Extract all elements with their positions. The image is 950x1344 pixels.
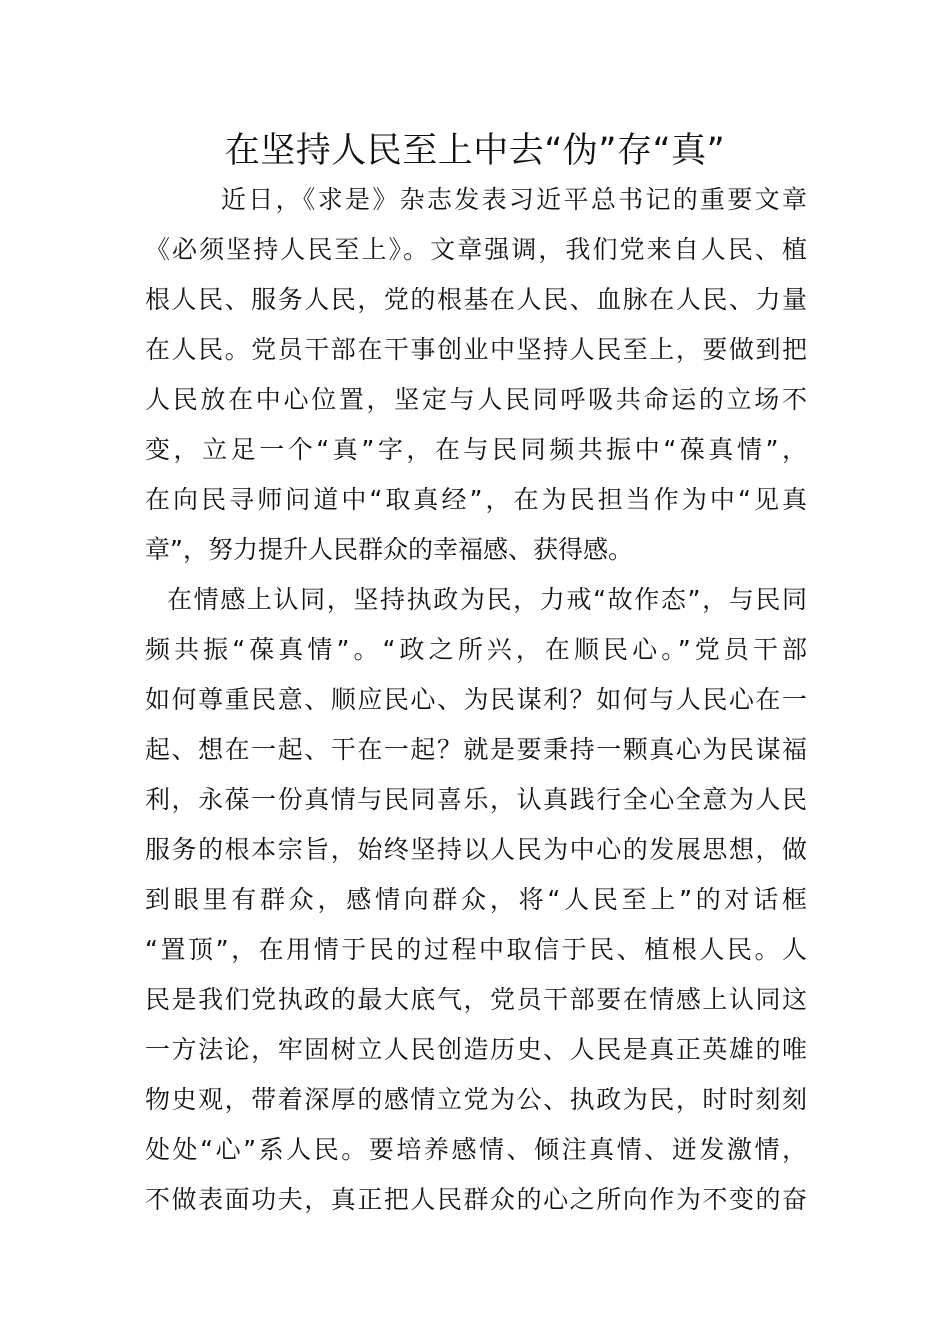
body-line: 人民放在中心位置，坚定与人民同呼吸共命运的立场不	[145, 385, 807, 414]
body-line: 处处“心”系人民。要培养感情、倾注真情、迸发激情，	[145, 1135, 807, 1164]
body-line: 《必须坚持人民至上》。文章强调，我们党来自人民、植	[145, 235, 807, 264]
body-line: 近日，《求是》杂志发表习近平总书记的重要文章	[221, 185, 807, 214]
body-line: 变，立足一个“真”字，在与民同频共振中“葆真情”，	[145, 435, 807, 464]
document-title: 在坚持人民至上中去“伪”存“真”	[224, 131, 726, 171]
body-line: 服务的根本宗旨，始终坚持以人民为中心的发展思想，做	[145, 835, 807, 864]
body-line: 根人民、服务人民，党的根基在人民、血脉在人民、力量	[145, 285, 807, 314]
body-line: 在向民寻师问道中“取真经”，在为民担当作为中“见真	[145, 485, 807, 514]
body-line: “置顶”，在用情于民的过程中取信于民、植根人民。人	[145, 935, 807, 964]
article-body	[145, 175, 807, 1225]
body-line: 频共振“葆真情”。“政之所兴，在顺民心。”党员干部	[145, 635, 807, 664]
body-line: 章”，努力提升人民群众的幸福感、获得感。	[145, 535, 633, 564]
body-line: 在情感上认同，坚持执政为民，力戒“故作态”，与民同	[167, 585, 807, 614]
body-line: 一方法论，牢固树立人民创造历史、人民是真正英雄的唯	[145, 1035, 807, 1064]
body-line: 如何尊重民意、顺应民心、为民谋利？如何与人民心在一	[145, 685, 807, 714]
body-line: 不做表面功夫，真正把人民群众的心之所向作为不变的奋	[145, 1185, 807, 1214]
body-line: 起、想在一起、干在一起？就是要秉持一颗真心为民谋福	[145, 735, 807, 764]
body-line: 到眼里有群众，感情向群众，将“人民至上”的对话框	[145, 885, 807, 914]
body-line: 利，永葆一份真情与民同喜乐，认真践行全心全意为人民	[145, 785, 807, 814]
body-line: 物史观，带着深厚的感情立党为公、执政为民，时时刻刻	[145, 1085, 807, 1114]
body-line: 民是我们党执政的最大底气，党员干部要在情感上认同这	[145, 985, 807, 1014]
body-line: 在人民。党员干部在干事创业中坚持人民至上，要做到把	[145, 335, 807, 364]
